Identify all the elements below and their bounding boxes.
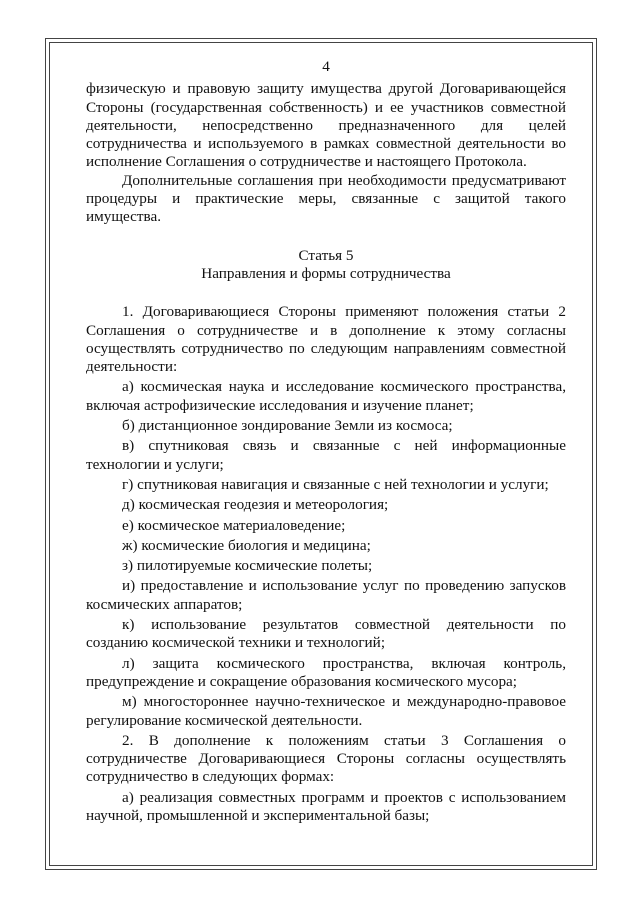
article-number: Статья 5 bbox=[298, 246, 354, 264]
intro-paragraph: Дополнительные соглашения при необходимости предусматривают процедуры и практические меры, связанные с защитой такого имущества. bbox=[86, 171, 566, 226]
intro-paragraph-continuation: физическую и правовую защиту имущества другой Договаривающейся Стороны (государственная собственность) и ее участников совместной деятельности, непосредственно предназначенного для целей сотрудничества и используемого в рамках совместной деятельности во исполнение Соглашения о сотрудничестве и настоящего Протокола. bbox=[86, 80, 566, 171]
page-number: 4 bbox=[322, 58, 330, 75]
section-1-item: е) космическое материаловедение; bbox=[122, 516, 346, 534]
section-1-item: к) использование результатов совместной деятельности по созданию космической техники и технологий; bbox=[86, 616, 566, 652]
section-1-item: г) спутниковая навигация и связанные с ней технологии и услуги; bbox=[122, 475, 549, 493]
section-1-item: ж) космические биология и медицина; bbox=[122, 536, 371, 554]
document-page bbox=[86, 58, 566, 825]
section-1-lead: 1. Договаривающиеся Стороны применяют положения статьи 2 Соглашения о сотрудничестве и в дополнение к этому согласны осуществлять сотрудничество по следующим направлениям совместной деятельности: bbox=[86, 303, 566, 376]
section-1-item: з) пилотируемые космические полеты; bbox=[122, 557, 373, 575]
section-2-item: а) реализация совместных программ и проектов с использованием научной, промышленной и экспериментальной базы; bbox=[86, 788, 566, 824]
section-1-item: б) дистанционное зондирование Земли из космоса; bbox=[122, 417, 453, 435]
section-1-item: д) космическая геодезия и метеорология; bbox=[122, 496, 389, 514]
section-1-item: м) многостороннее научно-техническое и международно-правовое регулирование космической деятельности. bbox=[86, 693, 566, 729]
section-1-item: л) защита космического пространства, включая контроль, предупреждение и сокращение образования космического мусора; bbox=[86, 654, 566, 690]
section-2-lead: 2. В дополнение к положениям статьи 3 Соглашения о сотрудничестве Договаривающиеся Стороны согласны осуществлять сотрудничество в следующих формах: bbox=[86, 731, 566, 786]
section-1-item: а) космическая наука и исследование космического пространства, включая астрофизические исследования и изучение планет; bbox=[86, 378, 566, 414]
article-heading bbox=[86, 247, 566, 284]
article-title: Направления и формы сотрудничества bbox=[201, 264, 451, 282]
section-1-item: в) спутниковая связь и связанные с ней информационные технологии и услуги; bbox=[86, 437, 566, 473]
section-1-item: и) предоставление и использование услуг по проведению запусков космических аппаратов; bbox=[86, 577, 566, 613]
